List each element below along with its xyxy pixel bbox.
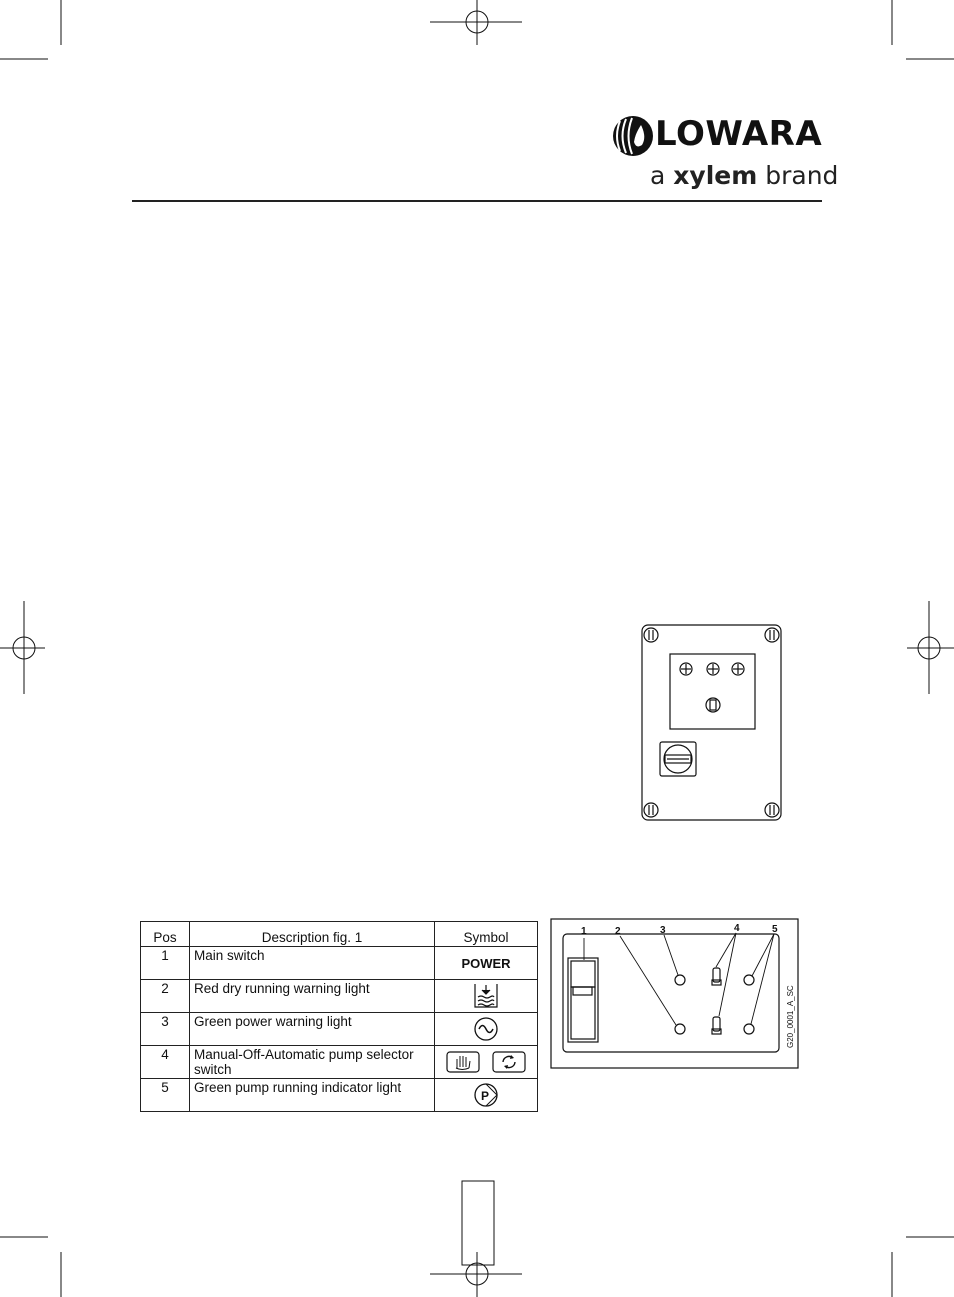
table-row xyxy=(141,1079,538,1112)
callout-1: 1 xyxy=(581,926,587,937)
description-table xyxy=(140,921,538,1112)
pos-cell: 1 xyxy=(141,947,190,980)
description-cell: Manual-Off-Automatic pump selector switch xyxy=(190,1046,435,1079)
logo-wordmark: LOWARA xyxy=(655,114,823,154)
table-row xyxy=(141,1013,538,1046)
symbol-cell xyxy=(435,980,538,1013)
pos-cell: 2 xyxy=(141,980,190,1013)
registration-mark-right xyxy=(907,601,954,694)
column-header: Symbol xyxy=(435,922,538,947)
symbol-cell xyxy=(435,1046,538,1079)
table-header-row xyxy=(141,922,538,947)
manual-hand-icon xyxy=(446,1051,480,1073)
callout-5: 5 xyxy=(772,924,778,935)
tagline-prefix: a xyxy=(650,161,666,190)
corner-screw-icon xyxy=(644,628,658,642)
column-header: Pos xyxy=(141,922,190,947)
table-row xyxy=(141,980,538,1013)
registration-mark-left xyxy=(0,601,45,694)
table-row xyxy=(141,1046,538,1079)
description-cell: Green power warning light xyxy=(190,1013,435,1046)
table-row xyxy=(141,947,538,980)
power-label: POWER xyxy=(461,955,511,971)
callout-3: 3 xyxy=(660,925,666,936)
tagline-brand: xylem xyxy=(673,161,758,190)
selector-switch-icon xyxy=(706,698,720,712)
dry-running-icon xyxy=(471,982,501,1010)
lowara-logo-mark xyxy=(612,115,654,157)
tagline-suffix: brand xyxy=(765,161,839,190)
indicator-lights xyxy=(680,663,744,675)
brand-tagline xyxy=(650,161,838,190)
pump-p-icon xyxy=(473,1082,499,1108)
pos-cell: 4 xyxy=(141,1046,190,1079)
description-cell: Main switch xyxy=(190,947,435,980)
symbol-cell xyxy=(435,947,538,980)
column-header: Description fig. 1 xyxy=(190,922,435,947)
diagram-code: G20_0001_A_SC xyxy=(786,985,795,1048)
main-switch-icon xyxy=(568,958,598,1042)
panel-diagram xyxy=(550,918,800,1070)
description-cell: Green pump running indicator light xyxy=(190,1079,435,1112)
pos-cell: 5 xyxy=(141,1079,190,1112)
selector-toggle-icon xyxy=(712,968,721,1034)
pos-cell: 3 xyxy=(141,1013,190,1046)
enclosure-drawing xyxy=(640,624,784,822)
main-switch-knob-icon xyxy=(660,742,696,776)
description-cell: Red dry running warning light xyxy=(190,980,435,1013)
registration-mark-top xyxy=(430,0,522,45)
lamp-icons xyxy=(675,975,754,1034)
svg-text:P: P xyxy=(481,1089,490,1103)
automatic-cycle-icon xyxy=(492,1051,526,1073)
symbol-cell xyxy=(435,1013,538,1046)
registration-mark-bottom xyxy=(430,1181,522,1297)
symbol-cell xyxy=(435,1079,538,1112)
callout-4: 4 xyxy=(734,923,740,934)
sine-wave-icon xyxy=(473,1016,499,1042)
callout-2: 2 xyxy=(615,926,621,937)
header-rule xyxy=(132,200,822,202)
